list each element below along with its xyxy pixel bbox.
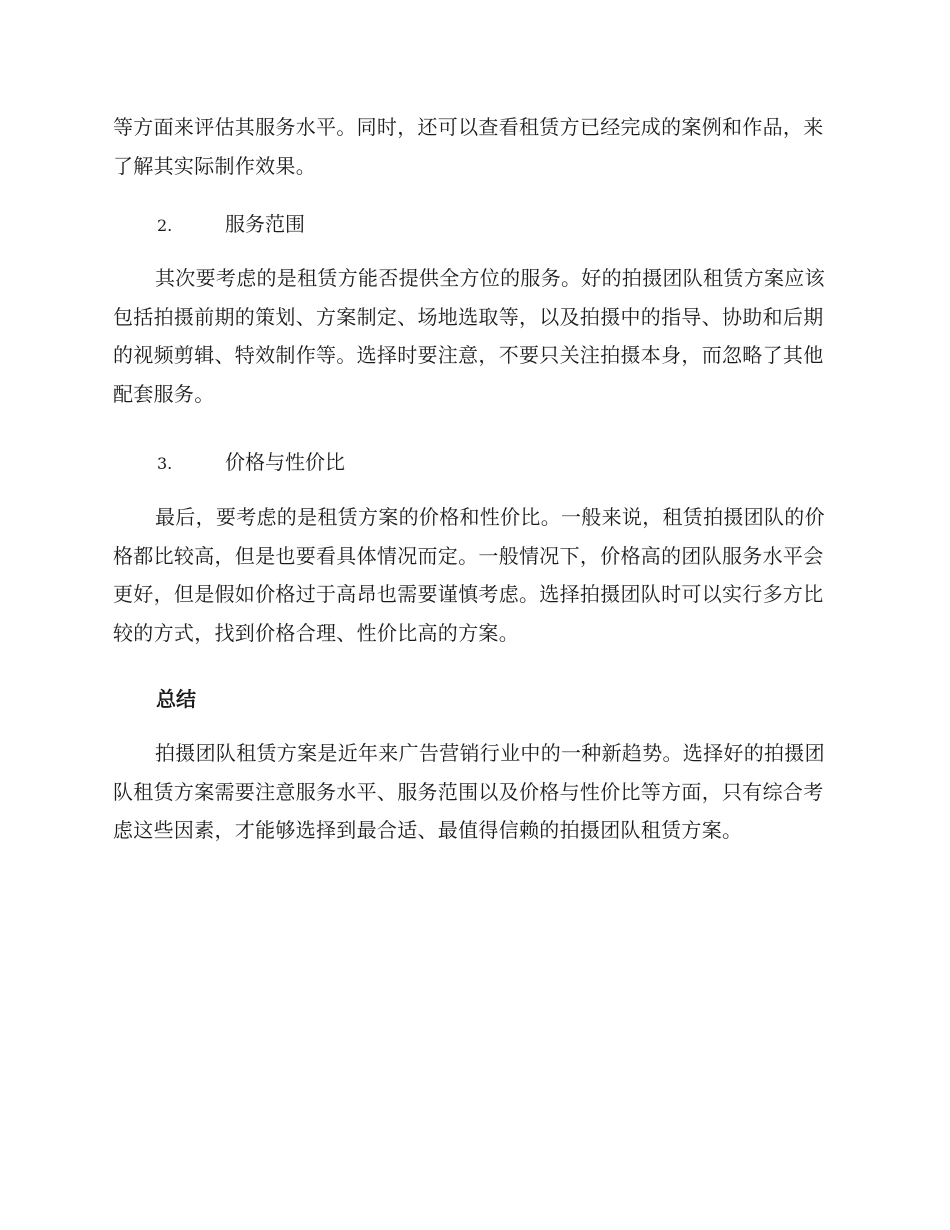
- section-title: 服务范围: [225, 212, 305, 236]
- summary-paragraph: 拍摄团队租赁方案是近年来广告营销行业中的一种新趋势。选择好的拍摄团队租赁方案需要注意服务水平、服务范围以及价格与性价比等方面，只有综合考虑这些因素，才能够选择到最合适、最值得信赖的拍摄团队租赁方案。: [113, 741, 825, 842]
- continuation-paragraph: 等方面来评估其服务水平。同时，还可以查看租赁方已经完成的案例和作品，来了解其实际制作效果。: [113, 115, 824, 178]
- section-item-service-scope: [157, 209, 305, 241]
- price-value-paragraph: 最后，要考虑的是租赁方案的价格和性价比。一般来说，租赁拍摄团队的价格都比较高，但是也要看具体情况而定。一般情况下，价格高的团队服务水平会更好，但是假如价格过于高昂也需要谨慎考虑。选择拍摄团队时可以实行多方比较的方式，找到价格合理、性价比高的方案。: [113, 505, 825, 645]
- summary-heading: 总结: [156, 687, 196, 711]
- section-item-price-value: [157, 447, 345, 479]
- section-title: 价格与性价比: [225, 450, 345, 474]
- section-number: 3.: [157, 454, 173, 473]
- section-number: 2.: [157, 216, 173, 235]
- service-scope-paragraph: 其次要考虑的是租赁方能否提供全方位的服务。好的拍摄团队租赁方案应该包括拍摄前期的策划、方案制定、场地选取等，以及拍摄中的指导、协助和后期的视频剪辑、特效制作等。选择时要注意，不要只关注拍摄本身，而忽略了其他配套服务。: [113, 266, 825, 406]
